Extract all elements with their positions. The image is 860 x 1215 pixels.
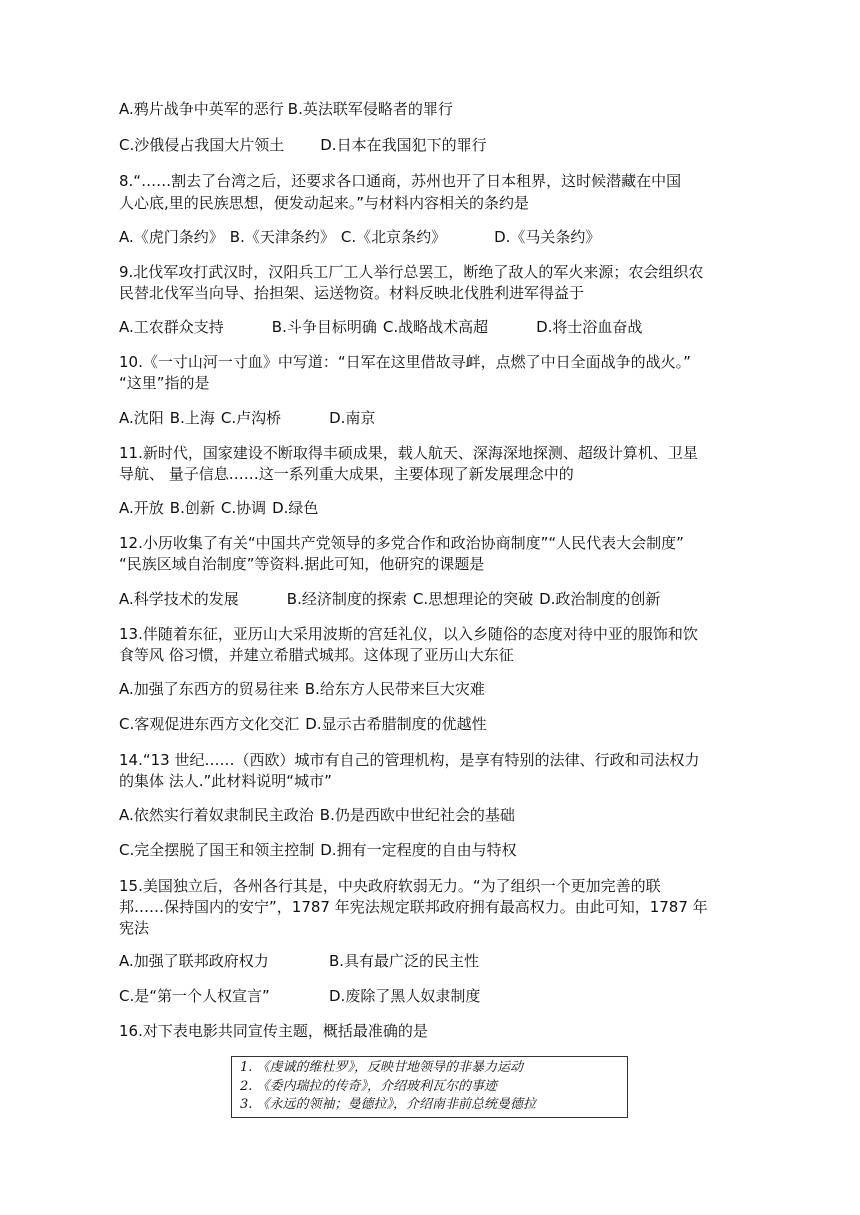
q8-stem-line-2: 人心底,里的民族思想，便发动起来。”与材料内容相关的条约是 bbox=[119, 194, 530, 212]
q11-stem-line-2: 导航、 量子信息……这一系列重大成果，主要体现了新发展理念中的 bbox=[119, 465, 574, 483]
q8-stem-line-1: 8.“……割去了台湾之后，还要求各口通商，苏州也开了日本租界，这时候潜藏在中国 bbox=[119, 172, 682, 190]
q12-option-b: B.经济制度的探索 bbox=[286, 590, 407, 608]
q16-film-table bbox=[231, 1056, 628, 1118]
q14-stem-line-2: 的集体 法人.”此材料说明“城市” bbox=[119, 772, 332, 790]
q14-option-b: B.仍是西欧中世纪社会的基础 bbox=[319, 806, 515, 824]
q12-option-d: D.政治制度的创新 bbox=[539, 590, 661, 608]
q14-option-a: A.依然实行着奴隶制民主政治 bbox=[119, 806, 314, 824]
q9-option-c: C.战略战术高超 bbox=[382, 318, 489, 336]
q12-stem-line-1: 12.小历收集了有关“中国共产党领导的多党合作和政治协商制度”“人民代表大会制度” bbox=[119, 534, 684, 552]
q10-stem-line-1: 10.《一寸山河一寸血》中写道：“日军在这里借故寻衅，点燃了中日全面战争的战火。” bbox=[119, 353, 691, 371]
q10-option-d: D.南京 bbox=[329, 409, 376, 427]
q7-option-c: C.沙俄侵占我国大片领土 bbox=[119, 136, 285, 154]
q16-stem: 16.对下表电影共同宣传主题，概括最准确的是 bbox=[119, 1022, 428, 1040]
q10-option-a: A.沈阳 bbox=[119, 409, 164, 427]
q8-options bbox=[119, 227, 600, 247]
q14-stem-line-1: 14.“13 世纪……（西欧）城市有自己的管理机构，是享有特别的法律、行政和司法权力 bbox=[119, 751, 700, 769]
q10-option-c: C.卢沟桥 bbox=[220, 409, 282, 427]
q7-option-b: B.英法联军侵略者的罪行 bbox=[287, 100, 453, 118]
q12-stem-line-2: “民族区域自治制度”等资料.据此可知，他研究的课题是 bbox=[119, 555, 485, 573]
q10-option-b: B.上海 bbox=[169, 409, 215, 427]
q9-option-b: B.斗争目标明确 bbox=[271, 318, 377, 336]
q15-options-row-1 bbox=[119, 951, 479, 971]
q16-table-row-1: 1. 《虔诚的维杜罗》，反映甘地领导的非暴力运动 bbox=[240, 1060, 524, 1075]
q12-option-c: C.思想理论的突破 bbox=[412, 590, 534, 608]
q13-options-row-2 bbox=[119, 714, 487, 734]
q14-options-row-1 bbox=[119, 805, 515, 825]
q12-option-a: A.科学技术的发展 bbox=[119, 590, 239, 608]
q9-stem-line-2: 民替北伐军当向导、抬担架、运送物资。材料反映北伐胜利进军得益于 bbox=[119, 284, 585, 302]
q7-option-a: A.鸦片战争中英军的恶行 bbox=[119, 100, 284, 118]
q11-options bbox=[119, 498, 318, 518]
q15-stem-line-3: 宪法 bbox=[119, 919, 150, 937]
q15-options-row-2 bbox=[119, 986, 480, 1006]
q14-option-d: D.拥有一定程度的自由与特权 bbox=[320, 841, 517, 859]
q11-option-b: B.创新 bbox=[169, 499, 215, 517]
q14-option-c: C.完全摆脱了国王和领主控制 bbox=[119, 841, 315, 859]
q16-table-row-2: 2. 《委内瑞拉的传奇》，介绍玻利瓦尔的事迹 bbox=[240, 1078, 498, 1094]
q8-option-d: D.《马关条约》 bbox=[494, 228, 601, 246]
q13-option-b: B.给东方人民带来巨大灾难 bbox=[304, 680, 485, 698]
q15-option-b: B.具有最广泛的民主性 bbox=[329, 952, 480, 970]
q13-option-a: A.加强了东西方的贸易往来 bbox=[119, 680, 299, 698]
q13-stem-line-1: 13.伴随着东征，亚历山大采用波斯的宫廷礼仪，以入乡随俗的态度对待中亚的服饰和饮 bbox=[119, 625, 698, 643]
q11-stem-line-1: 11.新时代，国家建设不断取得丰硕成果，载人航天、深海深地探测、超级计算机、卫星 bbox=[119, 444, 698, 462]
q9-stem-line-1: 9.北伐军攻打武汉时，汉阳兵工厂工人举行总罢工，断绝了敌人的军火来源；农会组织农 bbox=[119, 263, 704, 281]
q7-options-row-1 bbox=[119, 99, 453, 119]
q11-option-c: C.协调 bbox=[220, 499, 267, 517]
q15-option-d: D.废除了黑人奴隶制度 bbox=[329, 987, 481, 1005]
q10-stem-line-2: “这里”指的是 bbox=[119, 374, 210, 392]
q15-stem-line-2: 邦……保持国内的安宁”，1787 年宪法规定联邦政府拥有最高权力。由此可知，1787 年 bbox=[119, 898, 708, 916]
q13-option-d: D.显示古希腊制度的优越性 bbox=[305, 715, 487, 733]
q9-option-d: D.将士浴血奋战 bbox=[536, 318, 643, 336]
q13-stem-line-2: 食等风 俗习惯，并建立希腊式城邦。这体现了亚历山大东征 bbox=[119, 646, 514, 664]
q9-option-a: A.工农群众支持 bbox=[119, 318, 224, 336]
q7-options-row-2 bbox=[119, 135, 487, 155]
q13-options-row-1 bbox=[119, 679, 485, 699]
q8-option-a: A.《虎门条约》 bbox=[119, 228, 224, 246]
q8-option-c: C.《北京条约》 bbox=[340, 228, 447, 246]
q16-table-row-3: 3. 《永远的领袖；曼德拉》，介绍南非前总统曼德拉 bbox=[240, 1097, 537, 1112]
q13-option-c: C.客观促进东西方文化交汇 bbox=[119, 715, 300, 733]
q14-options-row-2 bbox=[119, 840, 517, 860]
q15-option-c: C.是“第一个人权宣言” bbox=[119, 987, 270, 1005]
q15-stem-line-1: 15.美国独立后，各州各行其是，中央政府软弱无力。“为了组织一个更加完善的联 bbox=[119, 877, 661, 895]
q15-option-a: A.加强了联邦政府权力 bbox=[119, 952, 269, 970]
q11-option-d: D.绿色 bbox=[272, 499, 319, 517]
q11-option-a: A.开放 bbox=[119, 499, 164, 517]
q9-options bbox=[119, 317, 642, 337]
q8-option-b: B.《天津条约》 bbox=[229, 228, 335, 246]
q12-options bbox=[119, 589, 660, 609]
q7-option-d: D.日本在我国犯下的罪行 bbox=[320, 136, 487, 154]
q10-options bbox=[119, 408, 375, 428]
